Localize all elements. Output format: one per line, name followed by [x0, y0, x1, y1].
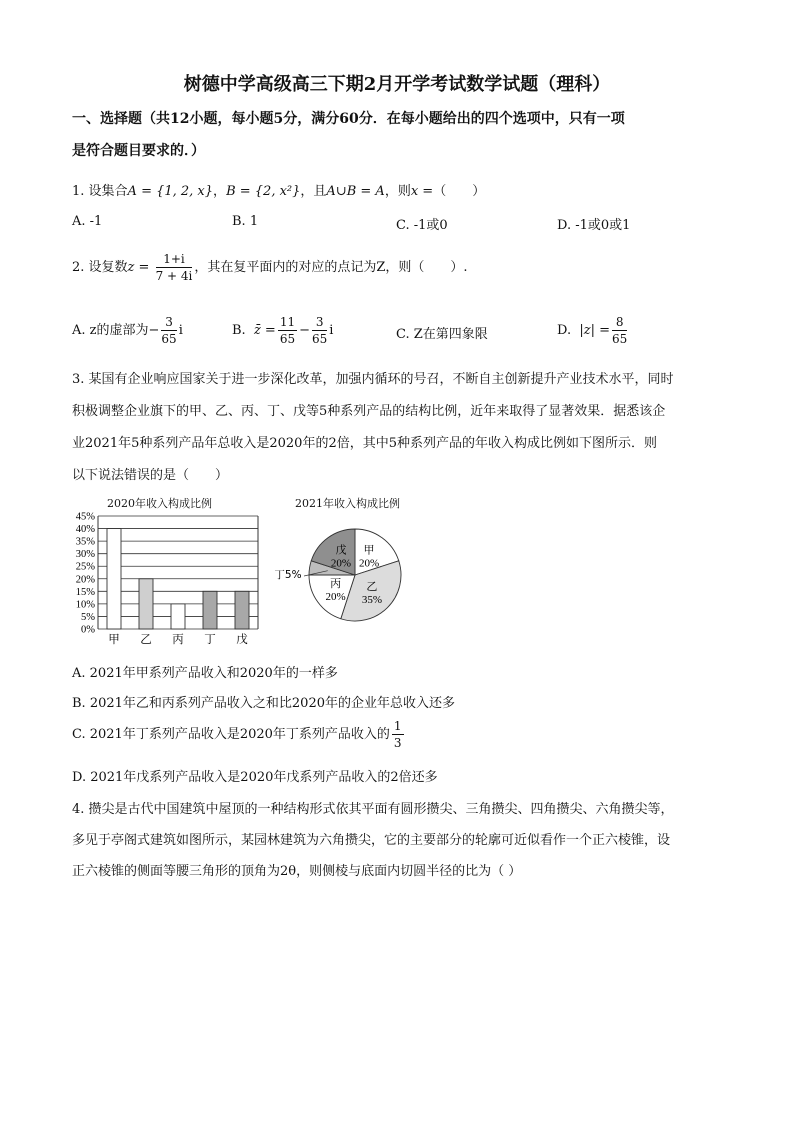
q2-opt-d-den: 65: [612, 332, 628, 346]
pie-label-丁: 丁5%: [274, 569, 302, 581]
section-heading-line2: 是符合题目要求的．）: [72, 143, 205, 159]
q3-option-c: [72, 718, 406, 751]
q1-stem-c: ，则: [384, 184, 411, 199]
q3-option-a: A. 2021年甲系列产品收入和2020年的一样多: [72, 666, 338, 681]
bar-y-tick-label: 20%: [75, 574, 95, 586]
q2-opt-b-frac1: [278, 314, 297, 347]
q4-line-3: 正六棱锥的侧面等腰三角形的顶角为2θ，则侧棱与底面内切圆半径的比为（ ）: [72, 864, 522, 879]
q2-opt-d-frac: [612, 314, 627, 347]
q2-opt-b-den1: 65: [279, 332, 296, 346]
bar-y-tick-label: 0%: [81, 624, 95, 636]
page-title: 树德中学高级高三下期2月开学考试数学试题（理科）: [183, 74, 611, 95]
q2-opt-b-num2: 3: [312, 314, 327, 331]
q2-opt-b-num1: 11: [279, 315, 296, 329]
bar-y-tick-label: 40%: [75, 524, 95, 536]
q3-line-2: 积极调整企业旗下的甲、乙、丙、丁、戊等5种系列产品的结构比例，近年来取得了显著效果．据悉该企: [72, 404, 666, 419]
bar-y-tick-label: 35%: [75, 536, 95, 548]
pie-label-戊: 20%: [330, 557, 352, 570]
q1-stem-a: 1. 设集合: [72, 184, 128, 199]
pie-name-甲: 甲: [363, 543, 375, 557]
q3-option-d: D. 2021年戊系列产品收入是2020年戊系列产品收入的2倍还多: [72, 770, 438, 785]
bar-y-tick-label: 5%: [81, 611, 95, 623]
q2-stem-a: 2. 设复数: [72, 260, 128, 275]
q1-option-b: B. 1: [232, 214, 259, 229]
q2-opt-b-minus: −: [299, 323, 311, 338]
q1-option-a: A. -1: [72, 214, 103, 229]
q1-set-a: A = {1, 2, x}: [127, 184, 214, 199]
q2-opt-d-label: D.: [557, 323, 572, 338]
q2-opt-a-text: A. z的虚部为−: [72, 323, 160, 338]
bar-丙: [171, 604, 185, 629]
bar-x-tick-label: 丁: [204, 632, 216, 646]
q2-opt-a-den: 65: [161, 332, 177, 346]
pie-name-乙: 乙: [366, 579, 378, 593]
q2-option-b: [232, 314, 333, 347]
q2-option-a: [72, 314, 183, 347]
q1-stem-b: ，且: [300, 184, 327, 199]
q3-line-1: 3. 某国有企业响应国家关于进一步深化改革，加强内循环的号召，不断自主创新提升产业技术水平，同时: [72, 372, 674, 387]
q2-fraction: [156, 251, 193, 284]
q2-opt-a-tail: i: [178, 323, 183, 338]
bar-y-tick-label: 10%: [75, 599, 95, 611]
q1-variable: x =: [410, 184, 434, 199]
pie-chart: [268, 512, 418, 637]
bar-丁: [203, 591, 217, 629]
bar-x-tick-label: 甲: [108, 632, 120, 646]
q4-line-2: 多见于亭阁式建筑如图所示，某园林建筑为六角攒尖，它的主要部分的轮廓可近似看作一个正六棱锥，设: [72, 833, 671, 848]
q2-opt-b-zbar: z̄ =: [253, 323, 276, 338]
bar-y-tick-label: 45%: [75, 511, 95, 523]
bar-y-tick-label: 30%: [75, 549, 95, 561]
q2-opt-d-abs: |z| =: [579, 323, 610, 338]
q3-option-c-den: 3: [393, 736, 402, 750]
q3-option-c-text: C. 2021年丁系列产品收入是2020年丁系列产品收入的: [72, 727, 390, 742]
q2-option-c: C. Z在第四象限: [396, 327, 488, 342]
bar-y-tick-label: 15%: [75, 586, 95, 598]
bar-chart: [68, 508, 268, 648]
q2-opt-b-label: B.: [232, 323, 246, 338]
q2-opt-a-frac: [161, 314, 176, 347]
q2-opt-a-num: 3: [161, 314, 176, 331]
bar-chart-title: 2020年收入构成比例: [107, 497, 212, 510]
bar-甲: [107, 529, 121, 629]
bar-x-tick-label: 乙: [140, 632, 152, 646]
bar-y-tick-label: 25%: [75, 561, 95, 573]
q2-option-d: [557, 314, 629, 347]
q2-opt-d-num: 8: [612, 314, 627, 331]
q2-opt-b-den2: 65: [312, 332, 328, 346]
pie-name-丙: 丙: [330, 577, 342, 591]
q4-line-1: 4. 攒尖是古代中国建筑中屋顶的一种结构形式依其平面有圆形攒尖、三角攒尖、四角攒尖、六角攒尖等，: [72, 802, 674, 817]
q2-opt-b-tail: i: [329, 323, 334, 338]
q1-comma: ，: [213, 184, 227, 199]
pie-chart-title: 2021年收入构成比例: [295, 497, 400, 510]
q1-option-d: D. -1或0或1: [557, 218, 631, 233]
bar-x-tick-label: 丙: [172, 632, 184, 646]
pie-label-丙: 20%: [325, 591, 346, 604]
bar-戊: [235, 591, 249, 629]
q3-option-c-frac: [392, 718, 404, 751]
q2-opt-b-frac2: [312, 314, 327, 347]
question-1-stem: [72, 180, 485, 199]
bar-x-tick-label: 戊: [236, 632, 248, 646]
q3-line-3: 业2021年5种系列产品年总收入是2020年的2倍，其中5种系列产品的年收入构成比例如下图所示．则: [72, 436, 657, 451]
q2-stem-b: ，其在复平面内的对应的点记为Z，则（ ）.: [194, 260, 468, 275]
q2-z: z =: [127, 260, 150, 275]
pie-label-乙: 35%: [361, 593, 382, 606]
section-heading-line1: 一、选择题（共12小题，每小题5分，满分60分．在每小题给出的四个选项中，只有一项: [72, 111, 625, 127]
bar-乙: [139, 579, 153, 629]
q1-condition: A∪B = A: [326, 184, 385, 199]
pie-label-甲: 20%: [358, 557, 380, 570]
q3-line-4: 以下说法错误的是（ ）: [72, 468, 229, 483]
question-2-stem: [72, 251, 468, 284]
pie-name-戊: 戊: [335, 543, 347, 557]
q1-option-c: C. -1或0: [396, 218, 448, 233]
q2-denominator: 7 + 4i: [155, 269, 193, 283]
q1-set-b: B = {2, x²}: [226, 184, 301, 199]
q1-stem-d: （ ）: [433, 184, 486, 199]
q2-numerator: 1+i: [156, 251, 193, 268]
q3-option-b: B. 2021年乙和丙系列产品收入之和比2020年的企业年总收入还多: [72, 696, 455, 711]
q3-option-c-num: 1: [393, 719, 402, 733]
